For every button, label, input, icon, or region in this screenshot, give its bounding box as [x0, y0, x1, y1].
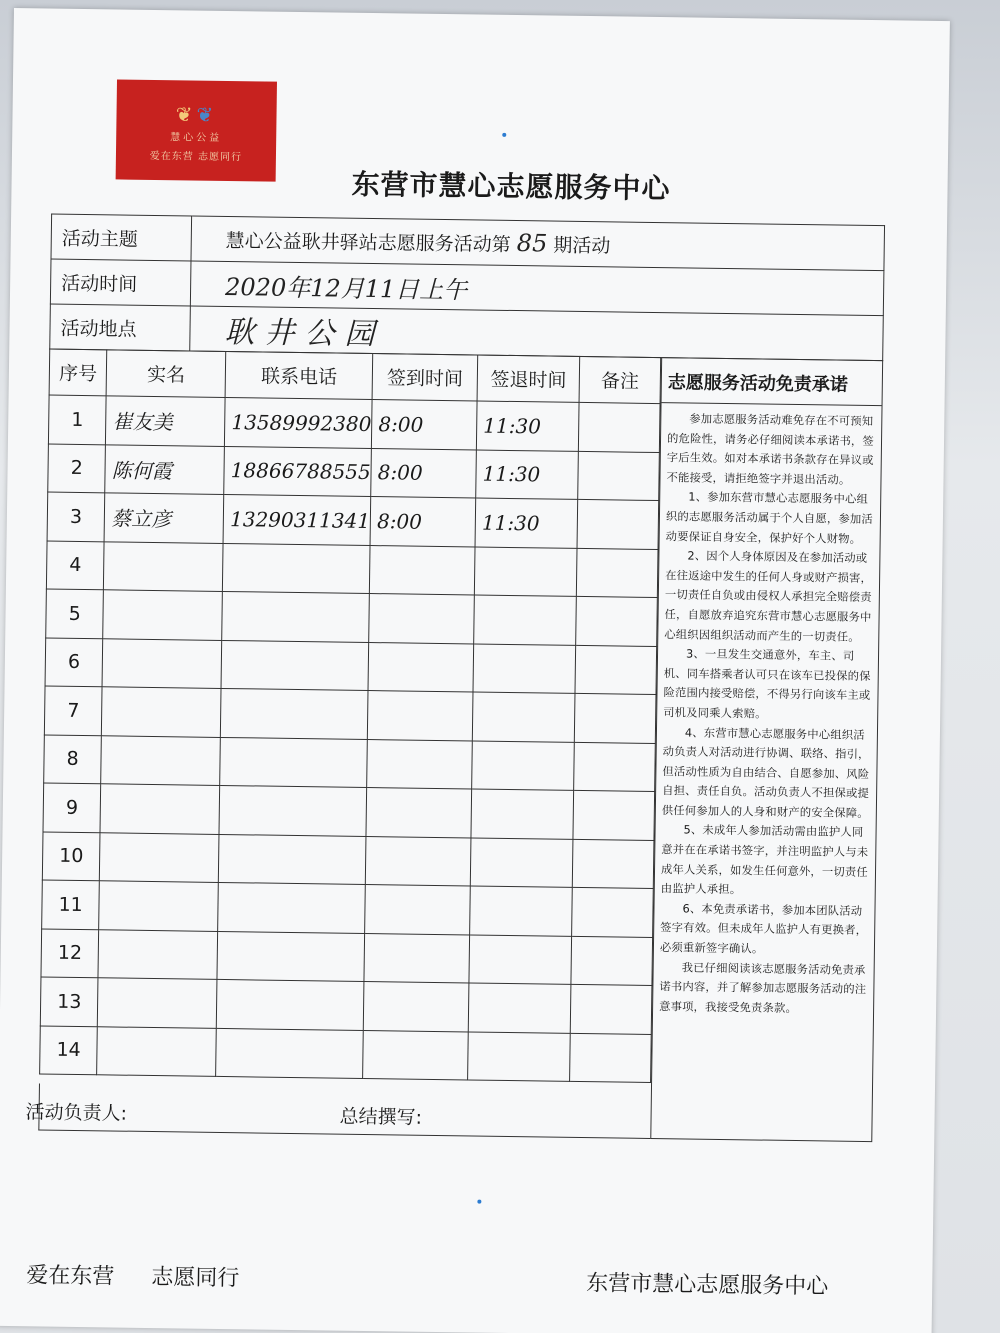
volunteer-name [102, 638, 222, 688]
row-number: 9 [43, 783, 101, 832]
table-row [40, 1025, 652, 1082]
summary-label: 总结撰写: [339, 1105, 423, 1129]
phone-number: 13290311341 [223, 494, 371, 545]
place-value-handwritten: 耿井公园 [224, 314, 385, 353]
heart-logo-icon: ❦❦ [175, 102, 218, 127]
note [573, 839, 654, 889]
checkin-time [366, 788, 472, 838]
volunteer-name [99, 881, 219, 931]
phone-number [217, 931, 365, 982]
checkout-time [472, 740, 575, 790]
phone-number [219, 834, 367, 885]
phone-number [219, 785, 367, 836]
checkin-time: 8:00 [371, 448, 477, 498]
signin-sheet [0, 8, 950, 1333]
table-row [45, 638, 657, 695]
volunteer-name [98, 929, 218, 979]
header-checkin: 签到时间 [372, 354, 478, 401]
volunteer-name [104, 541, 224, 591]
place-label: 活动地点 [50, 304, 191, 351]
waiver-body [653, 409, 881, 1019]
volunteer-name [97, 1026, 217, 1076]
note [572, 887, 653, 937]
phone-number [222, 591, 370, 642]
waiver-paragraph: 2、因个人身体原因及在参加活动或在往返途中发生的任何人身或财产损害，一切责任自负或由侵权人承担完全赔偿责任，自愿放弃追究东营市慧心志愿服务中心组织因组织活动而产生的一切责任。 [664, 549, 873, 644]
header-no: 序号 [49, 349, 107, 396]
theme-issue-handwritten: 85 [516, 229, 548, 258]
header-note: 备注 [579, 356, 660, 403]
checkout-time [468, 983, 571, 1033]
waiver-paragraph: 3、一旦发生交通意外，车主、司机、同车搭乘者认可只在该车已投保的保险范围内接受赔偿，不得另行向该车主或司机及同乘人索赔。 [663, 647, 871, 721]
note [579, 402, 660, 452]
blue-dot [477, 1200, 481, 1204]
checkin-time [364, 933, 470, 983]
row-number: 14 [40, 1025, 98, 1074]
phone-number [218, 882, 366, 933]
waiver-heading: 志愿服务活动免责承诺 [662, 358, 883, 406]
main-section [25, 349, 883, 1129]
volunteer-table [39, 349, 661, 1083]
row-number: 10 [42, 831, 100, 880]
checkout-time: 11:30 [476, 401, 579, 451]
footer-organization: 东营市慧心志愿服务中心 [586, 1271, 829, 1300]
header-phone: 联系电话 [225, 351, 373, 399]
volunteer-name [98, 978, 218, 1028]
volunteer-name [101, 735, 221, 785]
signature-row [25, 1083, 651, 1139]
time-value-handwritten: 2020年12月11日上午 [224, 272, 468, 304]
checkout-time: 11:30 [475, 498, 578, 548]
row-number: 4 [46, 541, 104, 590]
checkout-time [468, 1031, 571, 1081]
phone-number [216, 979, 364, 1030]
checkin-time [365, 884, 471, 934]
checkout-time [474, 595, 577, 645]
theme-suffix: 期活动 [553, 234, 611, 258]
logo-slogan: 爱在东营 志愿同行 [149, 150, 243, 164]
phone-number [221, 640, 369, 691]
row-number: 12 [41, 928, 99, 977]
note [578, 451, 659, 501]
header-checkout: 签退时间 [477, 355, 580, 402]
document-title: 东营市慧心志愿服务中心 [351, 167, 671, 206]
waiver-paragraph: 5、未成年人参加活动需由监护人同意并在在承诺书签字，并注明监护人与未成年人关系，如发生任何意外，一切责任由监护人承担。 [660, 823, 869, 897]
row-number: 11 [42, 880, 100, 929]
note [575, 645, 656, 695]
note [577, 548, 658, 598]
note [575, 693, 656, 743]
checkin-time: 8:00 [372, 400, 478, 450]
time-label: 活动时间 [50, 259, 191, 306]
checkin-time [367, 739, 473, 789]
phone-number [223, 543, 371, 594]
footer-slogan-2: 志愿同行 [151, 1265, 240, 1292]
waiver-paragraph: 参加志愿服务活动难免存在不可预知的危险性，请务必仔细阅读本承诺书，签字后生效。如对本承诺书条款存在异议或不能接受，请拒绝签字并退出活动。 [666, 412, 875, 487]
organization-logo [116, 79, 277, 181]
row-number: 13 [40, 977, 98, 1026]
note [571, 984, 652, 1034]
table-row [46, 541, 658, 598]
table-row [40, 977, 652, 1034]
note [573, 790, 654, 840]
table-row [48, 444, 660, 501]
checkin-time [368, 642, 474, 692]
checkout-time [471, 789, 574, 839]
table-row [41, 928, 653, 985]
row-number: 2 [48, 444, 106, 493]
volunteer-name [100, 784, 220, 834]
volunteer-name: 陈何霞 [105, 444, 225, 494]
checkout-time [472, 692, 575, 742]
note [574, 742, 655, 792]
row-number: 5 [46, 589, 104, 638]
table-row [44, 734, 656, 791]
checkout-time [469, 934, 572, 984]
checkout-time [470, 886, 573, 936]
note [577, 499, 658, 549]
volunteer-name [103, 590, 223, 640]
table-row [47, 492, 659, 549]
volunteer-name [100, 832, 220, 882]
phone-number [216, 1028, 364, 1079]
waiver-paragraph: 我已仔细阅读该志愿服务活动免责承诺书内容，并了解参加志愿服务活动的注意事项，我接受免责条款。 [659, 961, 867, 1015]
row-number: 3 [47, 492, 105, 541]
theme-text: 慧心公益耿井驿站志愿服务活动第 [225, 229, 511, 256]
row-number: 8 [44, 734, 102, 783]
checkout-time [470, 837, 573, 887]
phone-number: 13589992380 [225, 397, 373, 448]
note [570, 1033, 651, 1083]
note [576, 596, 657, 646]
note [571, 936, 652, 986]
footer-slogan-1: 爱在东营 [26, 1263, 115, 1290]
activity-info-table [49, 214, 885, 362]
volunteer-name [102, 687, 222, 737]
leader-label: 活动负责人: [25, 1101, 128, 1125]
logo-brand: 慧心公益 [170, 132, 223, 144]
theme-label: 活动主题 [51, 214, 192, 261]
blue-dot [502, 133, 506, 137]
checkin-time [363, 1030, 469, 1080]
phone-number [221, 688, 369, 739]
checkout-time [474, 546, 577, 596]
volunteer-name: 崔友美 [106, 396, 226, 446]
checkin-time [370, 545, 476, 595]
checkout-time [473, 643, 576, 693]
waiver-paragraph: 4、东营市慧心志愿服务中心组织活动负责人对活动进行协调、联络、指引，但活动性质为自由结合、自愿参加、风险自担、责任自负。活动负责人不担保或提供任何参加人的人身和财产的安全保障。 [661, 725, 870, 820]
table-row [44, 686, 656, 743]
table-row [46, 589, 658, 646]
phone-number: 18866788555 [224, 446, 372, 497]
row-number: 1 [48, 395, 106, 444]
checkin-time [368, 691, 474, 741]
row-number: 6 [45, 638, 103, 687]
checkout-time: 11:30 [476, 449, 579, 499]
checkin-time: 8:00 [370, 497, 476, 547]
table-row [43, 783, 655, 840]
row-number: 7 [44, 686, 102, 735]
checkin-time [369, 594, 475, 644]
table-row [42, 831, 654, 888]
checkin-time [365, 836, 471, 886]
waiver-panel [650, 357, 883, 1142]
volunteer-name: 蔡立彦 [104, 493, 224, 543]
waiver-paragraph: 1、参加东营市慧心志愿服务中心组织的志愿服务活动属于个人自愿，参加活动要保证自身安全，保护好个人财物。 [665, 490, 873, 546]
checkin-time [363, 981, 469, 1031]
phone-number [220, 737, 368, 788]
table-row [42, 880, 654, 937]
header-name: 实名 [106, 350, 226, 398]
table-row [48, 395, 660, 452]
waiver-paragraph: 6、本免责承诺书，参加本团队活动签字有效。但未成年人监护人有更换者，必须重新签字确认。 [659, 902, 868, 956]
